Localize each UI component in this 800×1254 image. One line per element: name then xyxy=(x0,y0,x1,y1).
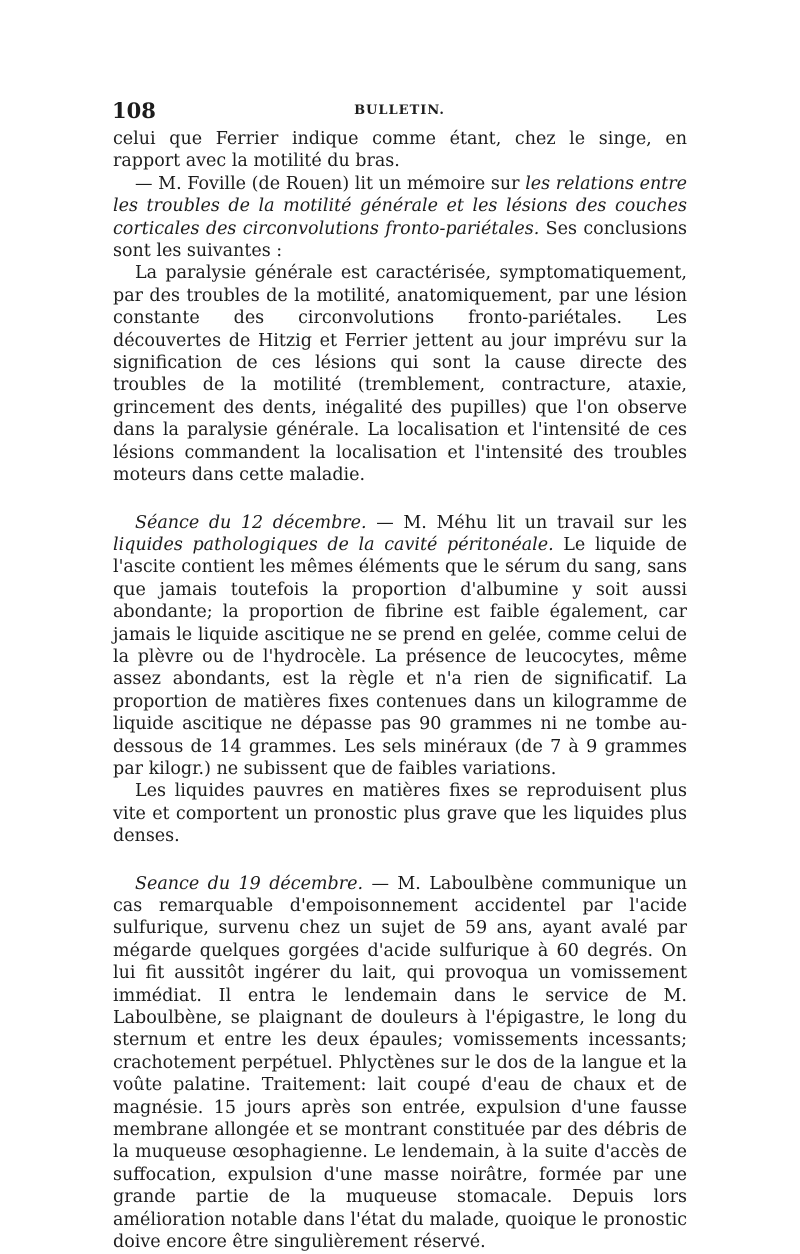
paragraph-seance-19-decembre xyxy=(113,873,687,1254)
paragraph-paralysie-generale: La paralysie générale est caractérisée, symptomatiquement, par des troubles de la motilité, anatomiquement, par une lésion constante des circonvolutions fronto-pariétales. Les découvertes de Hitzig et Ferrier jettent au jour imprévu sur la signification de ces lésions qui sont la cause directe des troubles de la motilité (tremblement, contracture, ataxie, grincement des dents, inégalité des pupilles) que l'on observe dans la paralysie générale. La localisation et l'intensité de ces lésions commandent la localisation et l'intensité des troubles moteurs dans cette maladie. xyxy=(113,263,687,486)
mehu-lead: — M. Méhu lit un travail sur les xyxy=(366,512,688,533)
paragraph-liquides-pauvres: Les liquides pauvres en matières fixes se reproduisent plus vite et comportent un pronostic plus grave que les liquides plus denses. xyxy=(113,781,687,847)
foville-memoir-title: les relations entre les troubles de la motilité générale et les lésions des couches corticales des circonvolutions fronto-pariétales. xyxy=(113,173,687,239)
laboulbene-text: — M. Laboulbène communique un cas remarquable d'empoisonnement accidentel par l'acide sulfurique, survenu chez un sujet de 59 ans, ayant avalé par mégarde quelques gorgées d'acide sulfurique à 60 degrés. On lui fit aussitôt ingérer du lait, qui provoqua un vomissement immédiat. Il entra le lendemain dans le service de M. Laboulbène, se plaignant de douleurs à l'épigastre, le long du sternum et entre les deux épaules; vomissements incessants; crachotement perpétuel. Phlyctènes sur le dos de la langue et la voûte palatine. Traitement: lait coupé d'eau de chaux et de magnésie. 15 jours après son entrée, expulsion d'une fausse membrane allongée et se montrant constituée par des débris de la muqueuse œsophagienne. Le lendemain, à la suite d'accès de suffocation, expulsion d'une masse noirâtre, formée par une grande partie de la muqueuse stomacale. Depuis lors amélioration notable dans l'état du malade, quoique le pronostic doive encore être singulièrement réservé. xyxy=(113,873,687,1253)
seance-12-date: Séance du 12 décembre. xyxy=(135,512,367,533)
foville-lead: — M. Foville (de Rouen) lit un mémoire sur xyxy=(135,173,526,194)
running-title: BULLETIN. xyxy=(354,103,445,118)
body-text xyxy=(113,128,687,1254)
mehu-work-title: liquides pathologiques de la cavité péritonéale. xyxy=(113,534,554,555)
paragraph-seance-12-decembre xyxy=(113,512,687,781)
paragraph-foville xyxy=(113,173,687,263)
paragraph-ferrier-continuation: celui que Ferrier indique comme étant, chez le singe, en rapport avec la motilité du bras. xyxy=(113,129,687,172)
page-number: 108 xyxy=(112,98,156,123)
seance-19-date: Seance du 19 décembre. xyxy=(135,873,364,894)
mehu-tail: Le liquide de l'ascite contient les mêmes éléments que le sérum du sang, sans que jamais toutefois la proportion d'albumine y soit aussi abondante; la proportion de fibrine est faible également, car jamais le liquide ascitique ne se prend en gelée, comme celui de la plèvre ou de l'hydrocèle. La présence de leucocytes, même assez abondants, est la règle et n'a rien de significatif. La proportion de matières fixes contenues dans un kilogramme de liquide ascitique ne dépasse pas 90 grammes ni ne tombe au-dessous de 14 grammes. Les sels minéraux (de 7 à 9 grammes par kilogr.) ne subissent que de faibles variations. xyxy=(113,534,687,779)
foville-tail: Ses conclusions sont les suivantes : xyxy=(113,218,688,262)
page-header xyxy=(112,98,687,124)
